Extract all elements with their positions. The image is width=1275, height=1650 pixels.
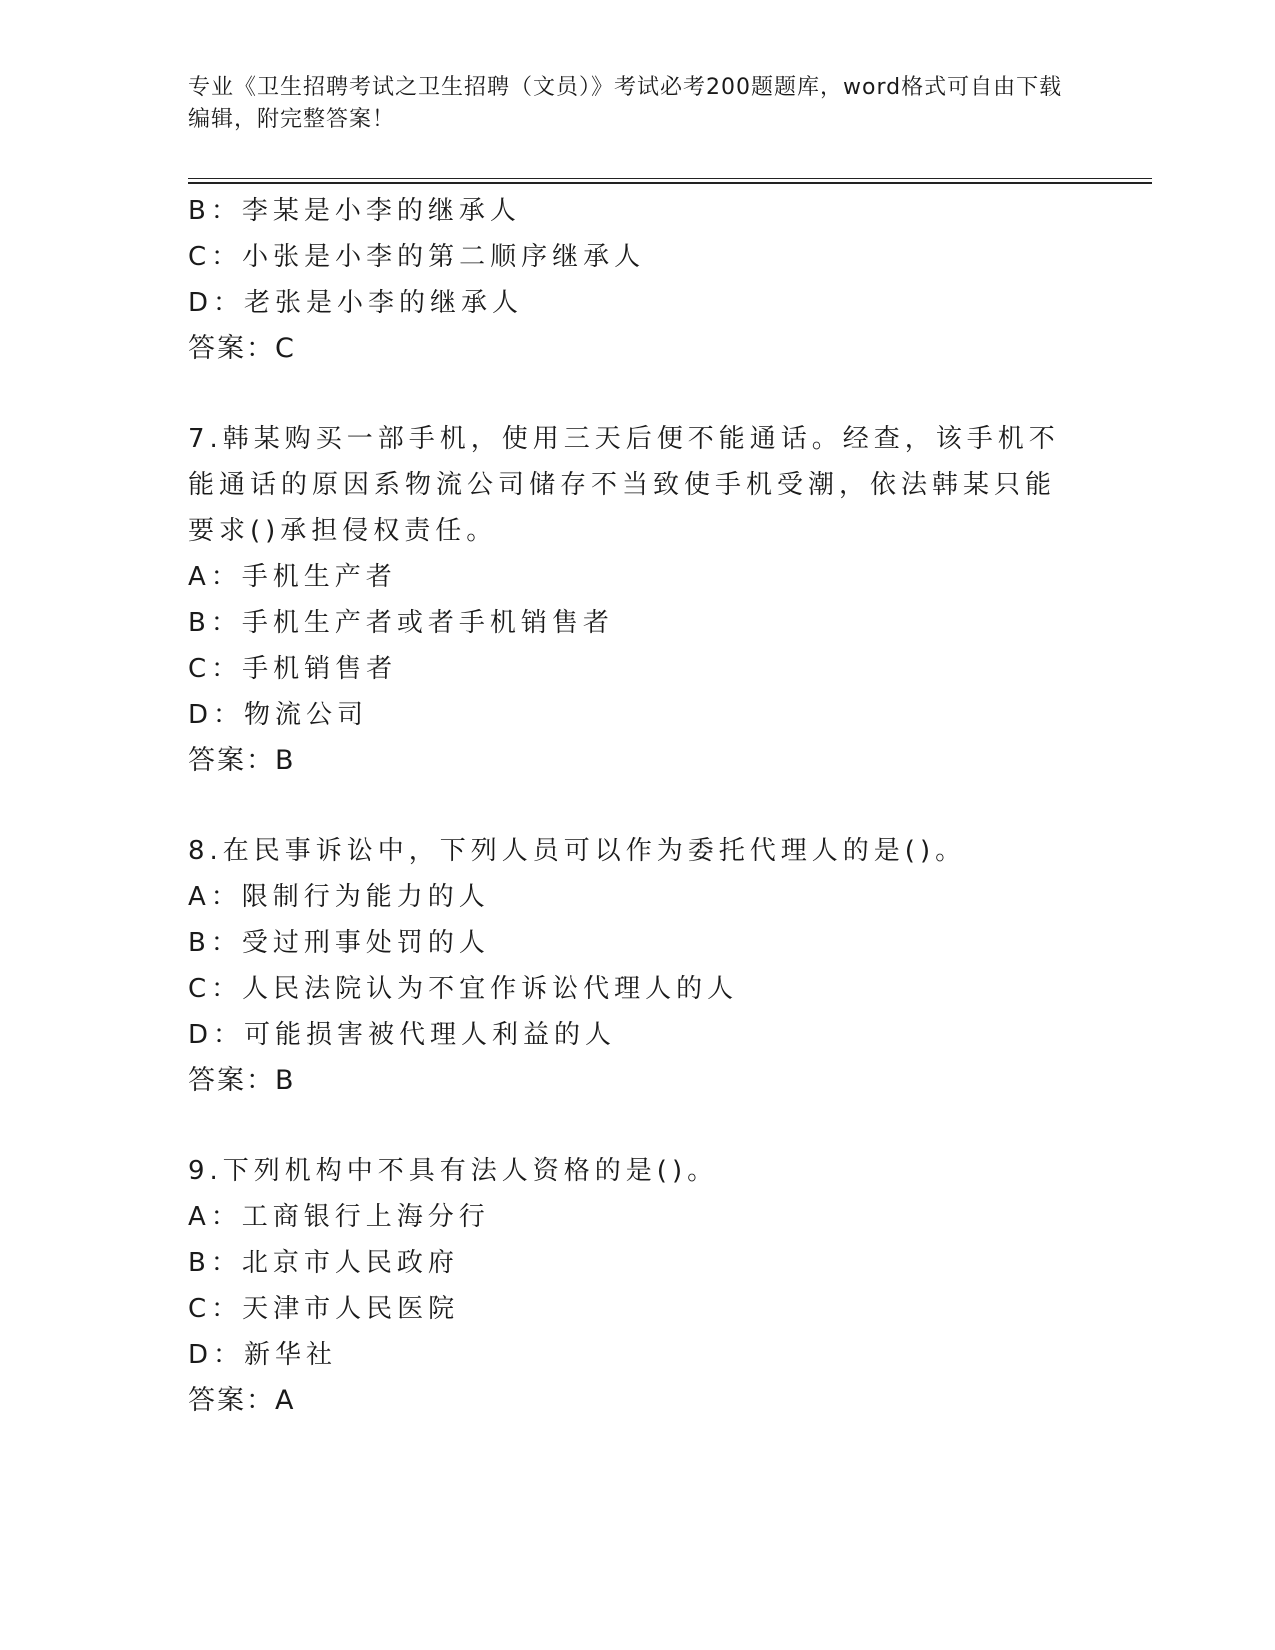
question-text: 8.在民事诉讼中，下列人员可以作为委托代理人的是()。 (188, 836, 967, 866)
question-content (188, 188, 1068, 1424)
option-d: D：老张是小李的继承人 (188, 288, 524, 318)
option-c: C：小张是小李的第二顺序继承人 (188, 242, 646, 272)
option-b: B：受过刑事处罚的人 (188, 928, 490, 958)
document-header: 专业《卫生招聘考试之卫生招聘（文员）》考试必考200题题库，word格式可自由下载编辑，附完整答案！ (188, 75, 1063, 132)
spacer (188, 1104, 1068, 1148)
answer-line: 答案：C (188, 333, 296, 364)
answer-line: 答案：A (188, 1385, 296, 1416)
answer-line: 答案：B (188, 1065, 296, 1096)
header-divider-thick (188, 182, 1152, 184)
option-d: D：物流公司 (188, 700, 369, 730)
option-b: B：北京市人民政府 (188, 1248, 459, 1278)
option-b: B：手机生产者或者手机销售者 (188, 608, 614, 638)
question-8 (188, 828, 1068, 1104)
question-9 (188, 1148, 1068, 1424)
header-divider-thin (188, 178, 1152, 179)
answer-line: 答案：B (188, 745, 296, 776)
option-b: B：李某是小李的继承人 (188, 196, 521, 226)
prev-question-block (188, 188, 1068, 372)
option-a: A：限制行为能力的人 (188, 882, 490, 912)
option-d: D：可能损害被代理人利益的人 (188, 1020, 617, 1050)
question-7 (188, 416, 1068, 784)
option-d: D：新华社 (188, 1340, 338, 1370)
option-a: A：工商银行上海分行 (188, 1202, 490, 1232)
option-a: A：手机生产者 (188, 562, 397, 592)
question-text: 9.下列机构中不具有法人资格的是()。 (188, 1156, 719, 1186)
option-c: C：人民法院认为不宜作诉讼代理人的人 (188, 974, 739, 1004)
question-text: 7.韩某购买一部手机，使用三天后便不能通话。经查，该手机不能通话的原因系物流公司储存不当致使手机受潮，依法韩某只能要求()承担侵权责任。 (188, 424, 1060, 546)
option-c: C：手机销售者 (188, 654, 398, 684)
option-c: C：天津市人民医院 (188, 1294, 460, 1324)
spacer (188, 784, 1068, 828)
spacer (188, 372, 1068, 416)
